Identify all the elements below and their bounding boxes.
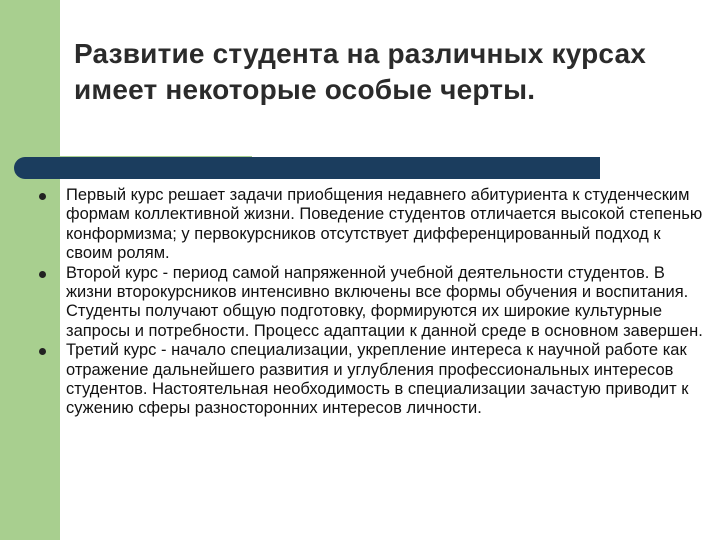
- bullet-text: Второй курс - период самой напряженной учебной деятельности студентов. В жизни второкурсников интенсивно включены все формы обучения и воспитания. Студенты получают общую подготовку, формируются их широкие культурные запросы и потребности. Процесс адаптации к данной среде в основном завершен.: [66, 263, 703, 340]
- slide-title: Развитие студента на различных курсах имеет некоторые особые черты.: [74, 38, 647, 105]
- bullet-text: Первый курс решает задачи приобщения недавнего абитуриента к студенческим формам коллективной жизни. Поведение студентов отличается высокой степенью конформизма; у первокурсников отсутствует дифференцированный подход к своим ролям.: [66, 186, 703, 263]
- bullet-dot-icon: [39, 271, 46, 278]
- bullet-text: Третий курс - начало специализации, укрепление интереса к научной работе как отражение дальнейшего развития и углубления профессиональных интересов студентов. Настоятельная необходимость в специализации зачастую приводит к сужению сферы разносторонних интересов личности.: [66, 341, 689, 418]
- bullet-item-second-year: [30, 264, 710, 342]
- bullet-dot-icon: [39, 348, 46, 355]
- bullet-item-third-year: [30, 341, 710, 419]
- bullet-dot-icon: [39, 193, 46, 200]
- title-divider-bar: [14, 157, 600, 179]
- bullet-list: [30, 186, 710, 419]
- bullet-item-first-year: [30, 186, 710, 264]
